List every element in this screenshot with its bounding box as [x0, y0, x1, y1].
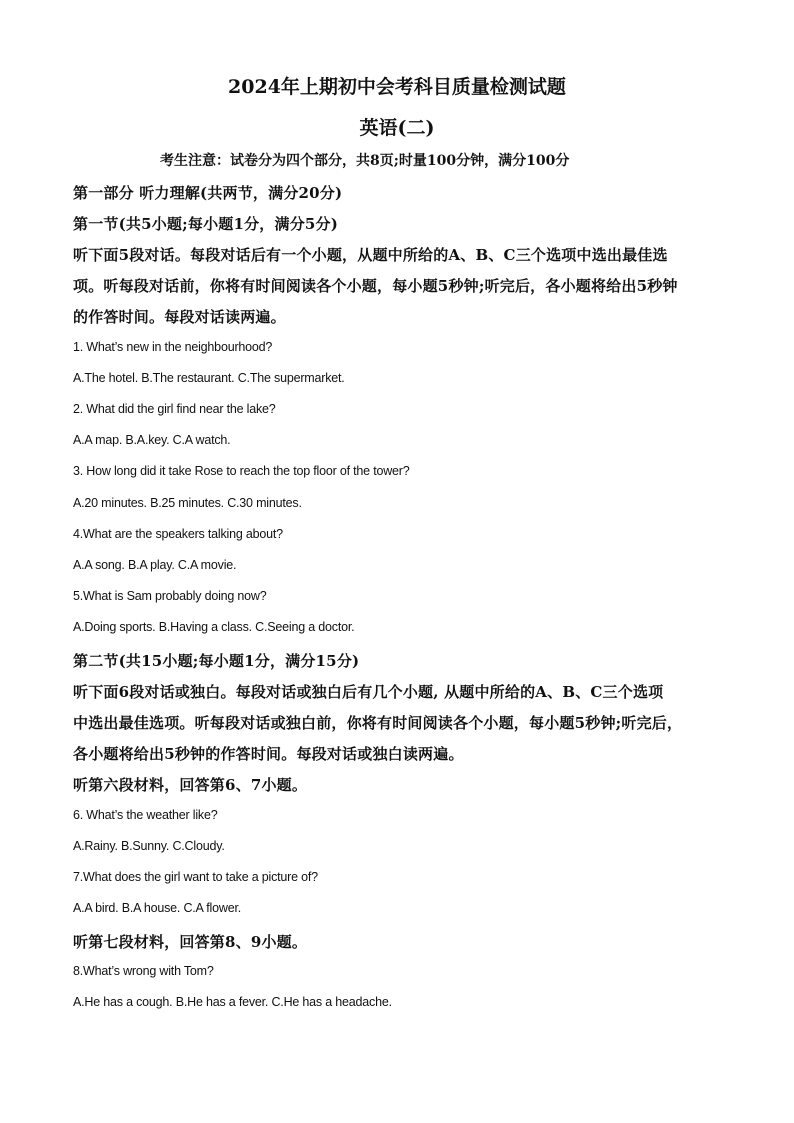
- question-1: 1. What’s new in the neighbourhood?: [73, 340, 273, 354]
- question-6-options: A.Rainy. B.Sunny. C.Cloudy.: [73, 839, 225, 853]
- section1-instruction-line: 项。听每段对话前，你将有时间阅读各个小题，每小题5秒钟;听完后，各小题将给出5秒钟: [73, 277, 678, 295]
- section2-instruction-line: 中选出最佳选项。听每段对话或独白前，你将有时间阅读各个小题，每小题5秒钟;听完后，: [73, 714, 683, 732]
- material-7-heading: 听第七段材料，回答第8、9小题。: [73, 933, 308, 951]
- question-8-options: A.He has a cough. B.He has a fever. C.He has a headache.: [73, 995, 392, 1009]
- section2-instruction-line: 听下面6段对话或独白。每段对话或独白后有几个小题, 从题中所给的A、B、C三个选项: [73, 683, 664, 701]
- exam-title: 2024年上期初中会考科目质量检测试题: [228, 76, 566, 98]
- part1-heading: 第一部分 听力理解(共两节，满分20分): [73, 184, 343, 202]
- question-1-options: A.The hotel. B.The restaurant. C.The supermarket.: [73, 371, 345, 385]
- section1-instruction-line: 听下面5段对话。每段对话后有一个小题，从题中所给的A、B、C三个选项中选出最佳选: [73, 246, 668, 264]
- exam-notice: 考生注意：试卷分为四个部分，共8页;时量100分钟，满分100分: [160, 153, 570, 169]
- section1-heading: 第一节(共5小题;每小题1分，满分5分): [73, 215, 339, 233]
- question-5-options: A.Doing sports. B.Having a class. C.Seeing a doctor.: [73, 620, 355, 634]
- question-7-options: A.A bird. B.A house. C.A flower.: [73, 901, 242, 915]
- question-4-options: A.A song. B.A play. C.A movie.: [73, 558, 237, 572]
- material-6-heading: 听第六段材料，回答第6、7小题。: [73, 776, 308, 794]
- question-5: 5.What is Sam probably doing now?: [73, 589, 267, 603]
- question-4: 4.What are the speakers talking about?: [73, 527, 283, 541]
- question-8: 8.What’s wrong with Tom?: [73, 964, 214, 978]
- section1-instruction-line: 的作答时间。每段对话读两遍。: [73, 308, 286, 326]
- section2-heading: 第二节(共15小题;每小题1分，满分15分): [73, 652, 360, 670]
- question-6: 6. What’s the weather like?: [73, 808, 218, 822]
- question-7: 7.What does the girl want to take a picture of?: [73, 870, 318, 884]
- exam-subtitle: 英语(二): [359, 117, 435, 139]
- section2-instruction-line: 各小题将给出5秒钟的作答时间。每段对话或独白读两遍。: [73, 745, 464, 763]
- question-3-options: A.20 minutes. B.25 minutes. C.30 minutes.: [73, 496, 302, 510]
- question-2: 2. What did the girl find near the lake?: [73, 402, 276, 416]
- question-3: 3. How long did it take Rose to reach the top floor of the tower?: [73, 464, 410, 478]
- question-2-options: A.A map. B.A.key. C.A watch.: [73, 433, 231, 447]
